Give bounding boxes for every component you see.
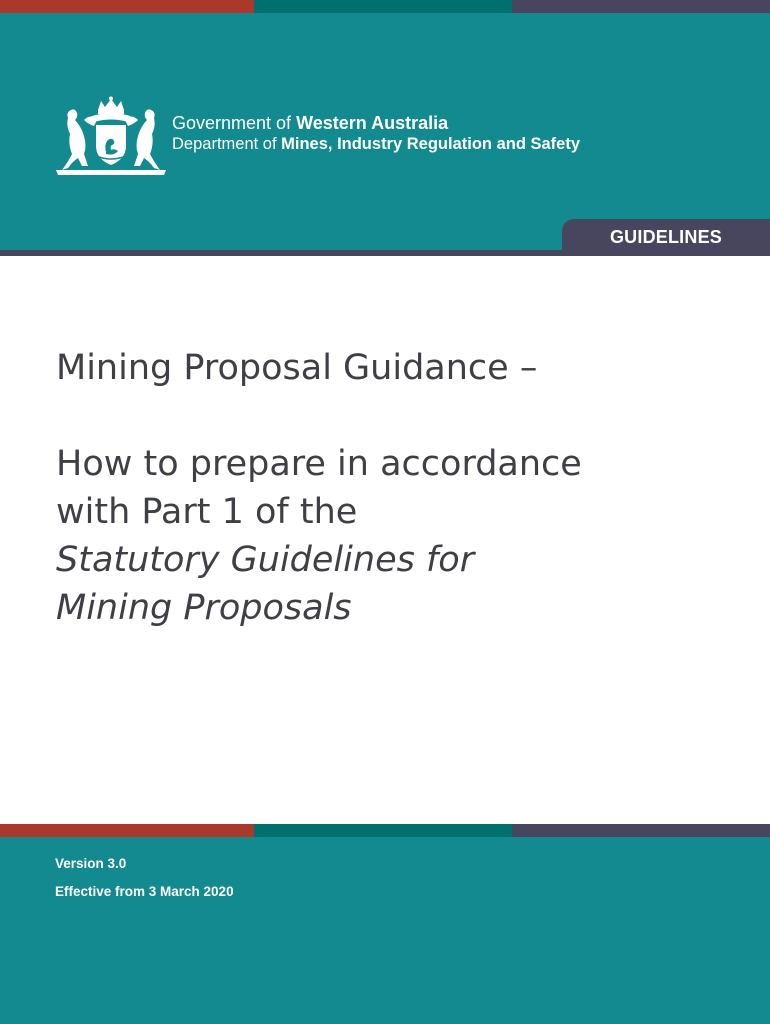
title-spacer	[56, 392, 736, 440]
bottom-color-stripe	[0, 824, 770, 837]
title-line-3: with Part 1 of the	[56, 492, 358, 532]
stripe-red-segment	[0, 824, 254, 837]
title-line-1: Mining Proposal Guidance –	[56, 348, 538, 388]
wa-coat-of-arms-icon	[54, 96, 168, 178]
department-name	[172, 135, 580, 154]
document-title	[56, 344, 736, 632]
title-line-2: How to prepare in accordance	[56, 444, 582, 484]
version-label: Version 3.0	[55, 856, 127, 871]
stripe-slate-segment	[512, 824, 770, 837]
gov-prefix: Government of	[172, 113, 297, 133]
effective-date: Effective from 3 March 2020	[55, 884, 234, 899]
stripe-teal-segment	[254, 824, 512, 837]
top-color-stripe	[0, 0, 770, 13]
stripe-slate-segment	[512, 0, 770, 13]
government-name	[172, 113, 448, 134]
guidelines-tag: GUIDELINES	[562, 219, 770, 256]
gov-state: Western Australia	[296, 113, 449, 133]
dept-prefix: Department of	[172, 135, 282, 153]
stripe-teal-segment	[254, 0, 512, 13]
title-line-4: Statutory Guidelines for	[56, 540, 475, 580]
title-line-5: Mining Proposals	[56, 588, 352, 628]
stripe-red-segment	[0, 0, 254, 13]
dept-title: Mines, Industry Regulation and Safety	[281, 135, 581, 153]
